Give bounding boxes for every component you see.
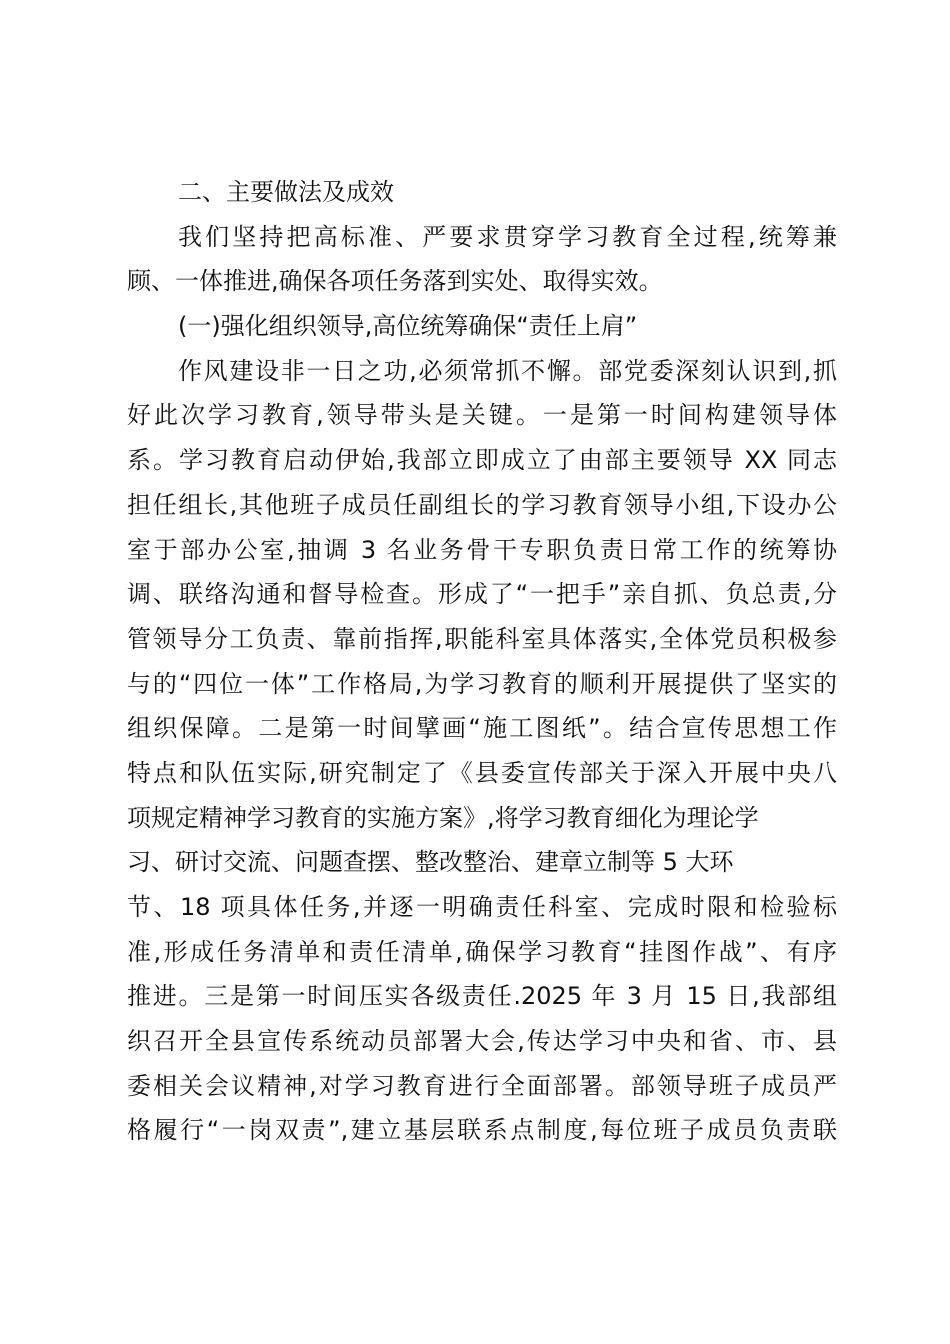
document-body [127,170,837,1153]
paragraph-line: 与的“四位一体”工作格局,为学习教育的顺利开展提供了坚实的 [127,669,837,698]
paragraph-line: 系。学习教育启动伊始,我部立即成立了由部主要领导 XX 同志 [127,446,837,475]
paragraph-line: 项规定精神学习教育的实施方案》,将学习教育细化为理论学 [127,803,759,832]
paragraph-line: 室于部办公室,抽调 3 名业务骨干专职负责日常工作的统筹协 [127,535,837,564]
paragraph-line: 习、研讨交流、问题查摆、整改整治、建章立制等 5 大环 [127,848,734,877]
subsection-heading: (一)强化组织领导,高位统筹确保“责任上肩” [178,312,638,341]
paragraph-line: 我们坚持把高标准、严要求贯穿学习教育全过程,统筹兼 [178,222,837,251]
paragraph-line: 担任组长,其他班子成员任副组长的学习教育领导小组,下设办公 [127,490,837,519]
paragraph-line: 织召开全县宣传系统动员部署大会,传达学习中央和省、市、县 [127,1027,837,1056]
paragraph-line: 顾、一体推进,确保各项任务落到实处、取得实效。 [127,267,663,296]
paragraph-line: 推进。三是第一时间压实各级责任.2025 年 3 月 15 日,我部组 [127,982,837,1011]
paragraph-line: 作风建设非一日之功,必须常抓不懈。部党委深刻认识到,抓 [178,356,837,385]
paragraph-line: 调、联络沟通和督导检查。形成了“一把手”亲自抓、负总责,分 [127,580,837,609]
paragraph-line: 好此次学习教育,领导带头是关键。一是第一时间构建领导体 [127,401,837,430]
paragraph-line: 准,形成任务清单和责任清单,确保学习教育“挂图作战”、有序 [127,937,837,966]
paragraph-line: 管领导分工负责、靠前指挥,职能科室具体落实,全体党员积极参 [127,624,837,653]
section-heading: 二、主要做法及成效 [178,178,394,206]
paragraph-line: 组织保障。二是第一时间擘画“施工图纸”。结合宣传思想工作 [127,714,837,743]
paragraph-line: 特点和队伍实际,研究制定了《县委宣传部关于深入开展中央八 [127,758,837,787]
paragraph-line: 委相关会议精神,对学习教育进行全面部署。部领导班子成员严 [127,1071,837,1100]
paragraph-line: 格履行“一岗双责”,建立基层联系点制度,每位班子成员负责联 [127,1116,837,1145]
paragraph-line: 节、18 项具体任务,并逐一明确责任科室、完成时限和检验标 [127,893,837,921]
